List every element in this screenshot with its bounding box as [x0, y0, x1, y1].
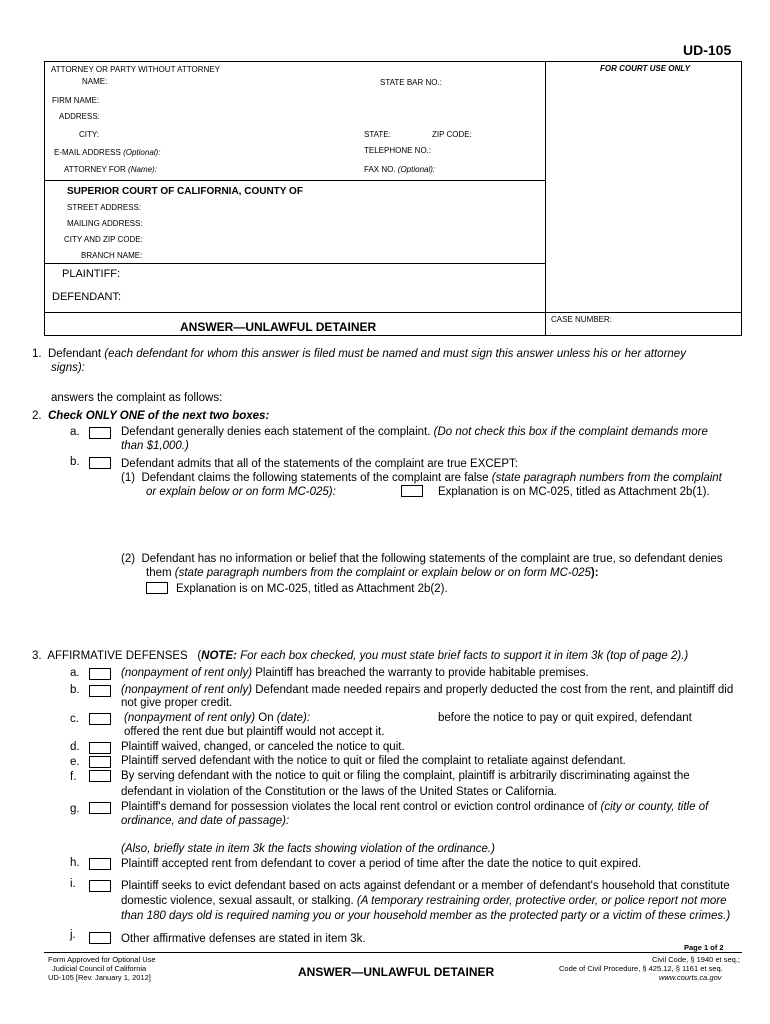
item2b2-close: ):	[590, 567, 599, 579]
item3i-text2: domestic violence, sexual assault, or stalking.	[121, 895, 354, 907]
item1-num: 1.	[32, 348, 42, 360]
footer-left-1: Form Approved for Optional Use	[48, 955, 156, 964]
item1-note1: (each defendant for whom this answer is filed must be named and must sign this answer unless his or her attorney	[104, 348, 686, 360]
footer-website-link[interactable]: www.courts.ca.gov	[659, 973, 722, 982]
item3c-letter: c.	[70, 713, 79, 725]
caption-box	[44, 61, 742, 336]
footer-right-1: Civil Code, § 1940 et seq.;	[652, 955, 740, 964]
case-number-label: CASE NUMBER:	[551, 315, 612, 324]
footer-right-2: Code of Civil Procedure, § 425.12, § 1161 et seq.	[559, 964, 723, 973]
address-label: ADDRESS:	[59, 112, 100, 121]
item2b2-them: them	[146, 567, 172, 579]
item2b2-num: (2)	[121, 553, 136, 565]
item2b-checkbox[interactable]	[89, 457, 111, 469]
item2b1-attach: Explanation is on MC-025, titled as Attachment 2b(1).	[438, 486, 710, 498]
document-title: ANSWER—UNLAWFUL DETAINER	[180, 320, 377, 334]
item3b-qualifier: (nonpayment of rent only)	[121, 684, 253, 696]
title-rule	[44, 312, 742, 313]
zip-label: ZIP CODE:	[432, 130, 472, 139]
item3g-checkbox[interactable]	[89, 802, 111, 814]
item2a-letter: a.	[70, 426, 80, 438]
item3a-checkbox[interactable]	[89, 668, 111, 680]
item2b-letter: b.	[70, 456, 80, 468]
item2b2-text: Defendant has no information or belief that the following statements of the complaint are true, so defendant denies	[141, 553, 723, 565]
item3a-qualifier: (nonpayment of rent only)	[121, 667, 253, 679]
item3-note-bold: NOTE:	[201, 650, 237, 662]
item2b1-num: (1)	[121, 472, 136, 484]
item3b-text2: not give proper credit.	[121, 697, 233, 709]
plaintiff-label: PLAINTIFF:	[62, 268, 121, 280]
item3g-text: Plaintiff's demand for possession violates the local rent control or eviction control ordinance of	[121, 801, 598, 813]
item1-answers: answers the complaint as follows:	[51, 392, 223, 404]
item2a-text: Defendant generally denies each statement of the complaint.	[121, 426, 431, 438]
item3g-letter: g.	[70, 803, 80, 815]
item2a-note2: than $1,000.)	[121, 440, 189, 452]
item3c-text: On	[258, 712, 274, 724]
item3g-also: (Also, briefly state in item 3k the facts showing violation of the ordinance.)	[121, 843, 495, 855]
email-optional: (Optional):	[123, 148, 161, 157]
item3g-italic2: (city or county, title of	[600, 801, 709, 813]
name-label: NAME:	[82, 77, 108, 86]
item3-head: AFFIRMATIVE DEFENSES	[47, 650, 188, 662]
parties-rule	[44, 263, 546, 264]
form-id: UD-105	[683, 42, 732, 58]
street-label: STREET ADDRESS:	[67, 203, 142, 212]
item3j-text: Other affirmative defenses are stated in item 3k.	[121, 933, 366, 945]
item3c-checkbox[interactable]	[89, 713, 111, 725]
item3h-text: Plaintiff accepted rent from defendant to cover a period of time after the date the notice to quit expired.	[121, 858, 642, 870]
item2b1-note1: (state paragraph numbers from the complaint	[491, 472, 722, 484]
item3j-checkbox[interactable]	[89, 932, 111, 944]
item3b-letter: b.	[70, 684, 80, 696]
item3c-after: before the notice to pay or quit expired, defendant	[438, 712, 692, 724]
item3e-letter: e.	[70, 756, 80, 768]
attorney-for-name: (Name):	[128, 165, 157, 174]
state-bar-label: STATE BAR NO.:	[380, 78, 442, 87]
item3i-checkbox[interactable]	[89, 880, 111, 892]
item2b1-text: Defendant claims the following statements of the complaint are false	[141, 472, 489, 484]
defendant-label: DEFENDANT:	[52, 291, 122, 303]
telephone-label: TELEPHONE NO.:	[364, 146, 432, 155]
fax-label: FAX NO.	[364, 165, 396, 174]
item1-lead: Defendant	[47, 348, 102, 360]
fax-optional: (Optional):	[397, 165, 436, 174]
firm-label: FIRM NAME:	[52, 96, 100, 105]
item3c-qualifier: (nonpayment of rent only)	[124, 712, 256, 724]
item3-num: 3.	[32, 650, 42, 662]
item3c-date: (date):	[276, 712, 311, 724]
footer-rule	[44, 952, 742, 953]
item3f-checkbox[interactable]	[89, 770, 111, 782]
item3i-italic3: than 180 days old is required naming you or your household member as the protected party or a victim of these crimes.)	[121, 910, 731, 922]
item3f-letter: f.	[70, 771, 77, 783]
item2a-checkbox[interactable]	[89, 427, 111, 439]
item3i-text: Plaintiff seeks to evict defendant based on acts against defendant or a member of defendant's household that constitute	[121, 880, 730, 892]
item3d-letter: d.	[70, 741, 80, 753]
court-title: SUPERIOR COURT OF CALIFORNIA, COUNTY OF	[67, 186, 303, 197]
item3d-text: Plaintiff waived, changed, or canceled the notice to quit.	[121, 741, 405, 753]
item2b1-note2: or explain below or on form MC-025):	[146, 486, 336, 498]
mailing-label: MAILING ADDRESS:	[67, 219, 143, 228]
item3-note-rest: For each box checked, you must state brief facts to support it in item 3k (top of page 2).)	[240, 650, 689, 662]
attorney-for-label: ATTORNEY FOR	[64, 165, 126, 174]
court-rule	[44, 180, 546, 181]
state-label: STATE:	[364, 130, 391, 139]
item3f-text: By serving defendant with the notice to quit or filing the complaint, plaintiff is arbitrarily discriminating against the	[121, 770, 690, 782]
item3i-italic2: (A temporary restraining order, protective order, or police report not more	[356, 895, 727, 907]
item2b-text: Defendant admits that all of the statements of the complaint are true EXCEPT:	[121, 458, 518, 470]
item3b-checkbox[interactable]	[89, 685, 111, 697]
court-use-label: FOR COURT USE ONLY	[600, 64, 690, 73]
item2b1-attach-checkbox[interactable]	[401, 485, 423, 497]
item2b2-attach-checkbox[interactable]	[146, 582, 168, 594]
page-number: Page 1 of 2	[684, 943, 724, 952]
caption-divider	[545, 61, 546, 336]
item3a-text: Plaintiff has breached the warranty to provide habitable premises.	[255, 667, 589, 679]
item3d-checkbox[interactable]	[89, 742, 111, 754]
attorney-label: ATTORNEY OR PARTY WITHOUT ATTORNEY	[51, 65, 220, 74]
footer-left-3: UD-105 [Rev. January 1, 2012]	[48, 973, 151, 982]
item2-head: Check ONLY ONE of the next two boxes:	[47, 410, 270, 422]
city-label: CITY:	[79, 130, 100, 139]
item2b2-attach: Explanation is on MC-025, titled as Attachment 2b(2).	[176, 583, 448, 595]
item3h-checkbox[interactable]	[89, 858, 111, 870]
item3b-text: Defendant made needed repairs and properly deducted the cost from the rent, and plaintiff did	[255, 684, 734, 696]
item2-num: 2.	[32, 410, 42, 422]
item3i-letter: i.	[70, 878, 76, 890]
item3e-checkbox[interactable]	[89, 756, 111, 768]
item3g-italic3: ordinance, and date of passage):	[121, 815, 290, 827]
cityzip-label: CITY AND ZIP CODE:	[64, 235, 143, 244]
item1-note2: signs):	[51, 362, 85, 374]
item2a-note1: (Do not check this box if the complaint demands more	[433, 426, 708, 438]
email-label: E-MAIL ADDRESS	[54, 148, 121, 157]
item3e-text: Plaintiff served defendant with the notice to quit or filed the complaint to retaliate against defendant.	[121, 755, 626, 767]
item3c-text2: offered the rent due but plaintiff would not accept it.	[124, 726, 385, 738]
item3h-letter: h.	[70, 857, 80, 869]
item3a-letter: a.	[70, 667, 80, 679]
item3j-letter: j.	[70, 929, 76, 941]
footer-left-2: Judicial Council of California	[52, 964, 147, 973]
item3-note-open: (	[197, 650, 202, 662]
item2b2-note: (state paragraph numbers from the complaint or explain below or on form MC-025	[174, 567, 591, 579]
footer-title: ANSWER—UNLAWFUL DETAINER	[298, 965, 495, 979]
item3f-text2: defendant in violation of the Constitution or the laws of the United States or California.	[121, 786, 557, 798]
branch-label: BRANCH NAME:	[81, 251, 143, 260]
